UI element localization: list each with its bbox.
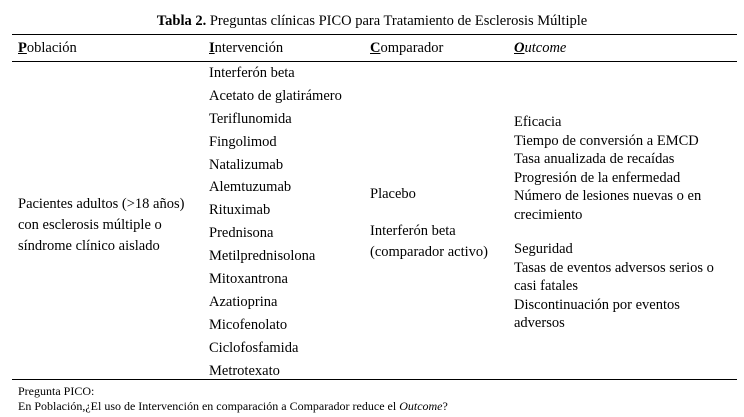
outcome-item: Progresión de la enfermedad — [514, 169, 681, 186]
intervencion-item: Rituximab — [209, 202, 271, 219]
note-line-2-pre: En Población,¿El uso de Intervención en comparación a Comparador reduce el — [18, 399, 400, 413]
outcome-item: Tasa anualizada de recaídas — [514, 151, 675, 167]
table-caption — [0, 12, 744, 30]
outcome-cell — [514, 113, 734, 333]
outcome-item: Tasas de eventos adversos serios o casi fatales — [514, 259, 714, 294]
header-poblacion — [18, 39, 77, 57]
header-intervencion — [209, 39, 283, 57]
comparador-first: Placebo — [370, 186, 416, 202]
comparador-second: Interferón beta (comparador activo) — [370, 223, 488, 260]
header-rule — [12, 61, 737, 62]
intervencion-item: Alemtuzumab — [209, 179, 292, 196]
outcome-item: Tiempo de conversión a EMCD — [514, 132, 699, 149]
outcome-item: Eficacia — [514, 114, 562, 130]
caption-title: Preguntas clínicas PICO para Tratamiento de Esclerosis Múltiple — [206, 13, 588, 29]
header-intervencion-initial: I — [209, 40, 215, 56]
header-comparador-rest: omparador — [380, 40, 444, 56]
outcome-item: Discontinuación por eventos adversos — [514, 296, 680, 331]
note-line-2-italic: Outcome — [399, 399, 443, 413]
outcome-item: Número de lesiones nuevas o en crecimiento — [514, 188, 702, 223]
header-outcome-initial: O — [514, 40, 525, 56]
note-line-1: Pregunta PICO: — [18, 384, 95, 398]
intervencion-item: Acetato de glatirámero — [209, 87, 342, 104]
header-poblacion-initial: P — [18, 40, 27, 56]
note-line-2-post: ? — [442, 399, 448, 413]
intervencion-item: Prednisona — [209, 225, 274, 242]
intervencion-item: Fingolimod — [209, 133, 277, 150]
intervencion-item: Interferón beta — [209, 65, 295, 81]
comparador-gap — [370, 205, 510, 221]
bottom-rule — [12, 379, 737, 380]
note-line-2 — [18, 399, 448, 413]
top-rule — [12, 34, 737, 35]
intervencion-item: Natalizumab — [209, 156, 284, 173]
intervencion-item: Micofenolato — [209, 316, 288, 333]
intervencion-list — [209, 63, 342, 383]
header-poblacion-rest: oblación — [26, 40, 77, 56]
intervencion-item: Mitoxantrona — [209, 271, 288, 288]
comparador-cell — [370, 184, 510, 263]
intervencion-item: Azatioprina — [209, 293, 278, 310]
outcome-gap — [514, 224, 734, 240]
header-comparador — [370, 39, 443, 57]
header-comparador-initial: C — [370, 40, 381, 56]
intervencion-item: Teriflunomida — [209, 110, 292, 127]
header-outcome — [514, 39, 566, 57]
outcome-item: Seguridad — [514, 241, 573, 257]
header-intervencion-rest: ntervención — [214, 40, 284, 56]
header-outcome-rest: utcome — [524, 40, 567, 56]
intervencion-item: Metrotexato — [209, 362, 280, 379]
intervencion-item: Metilprednisolona — [209, 248, 316, 265]
caption-label: Tabla 2. — [156, 13, 207, 29]
intervencion-item: Ciclofosfamida — [209, 339, 299, 356]
poblacion-cell: Pacientes adultos (>18 años) con esclerosis múltiple o síndrome clínico aislado — [18, 196, 185, 254]
